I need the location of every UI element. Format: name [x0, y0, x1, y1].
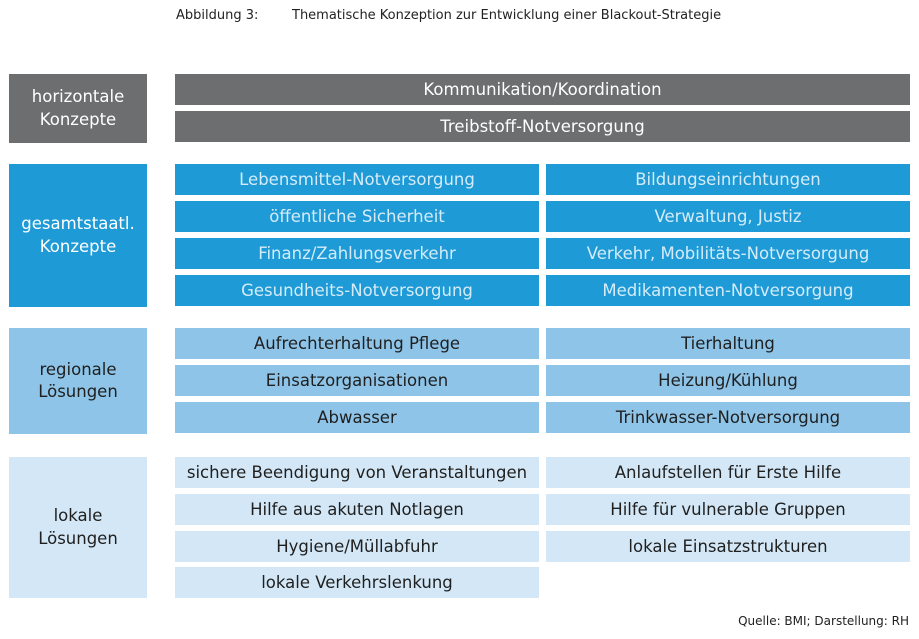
group-label-gesamtstaatlich: gesamtstaatl. Konzepte — [9, 164, 147, 307]
lokal-item: Anlaufstellen für Erste Hilfe — [546, 457, 910, 488]
regional-item: Aufrechterhaltung Pflege — [175, 328, 539, 359]
horizontal-item: Kommunikation/Koordination — [175, 74, 910, 105]
regional-item: Tierhaltung — [546, 328, 910, 359]
lokal-item: lokale Verkehrslenkung — [175, 567, 539, 598]
group-label-regional: regionale Lösungen — [9, 328, 147, 434]
figure-caption — [176, 8, 721, 23]
gesamtstaatlich-item: Lebensmittel-Notversorgung — [175, 164, 539, 195]
lokal-item: sichere Beendigung von Veranstaltungen — [175, 457, 539, 488]
regional-item: Abwasser — [175, 402, 539, 433]
gesamtstaatlich-item: Bildungseinrichtungen — [546, 164, 910, 195]
figure-number: Abbildung 3: — [176, 8, 259, 23]
gesamtstaatlich-item: Verkehr, Mobilitäts-Notversorgung — [546, 238, 910, 269]
gesamtstaatlich-item: öffentliche Sicherheit — [175, 201, 539, 232]
group-label-lokal: lokale Lösungen — [9, 457, 147, 598]
regional-item: Heizung/Kühlung — [546, 365, 910, 396]
horizontal-item: Treibstoff-Notversorgung — [175, 111, 910, 142]
source-note: Quelle: BMI; Darstellung: RH — [738, 614, 909, 628]
lokal-item: Hilfe aus akuten Notlagen — [175, 494, 539, 525]
lokal-item: Hilfe für vulnerable Gruppen — [546, 494, 910, 525]
figure-title: Thematische Konzeption zur Entwicklung einer Blackout-Strategie — [292, 8, 722, 23]
gesamtstaatlich-item: Verwaltung, Justiz — [546, 201, 910, 232]
gesamtstaatlich-item: Medikamenten-Notversorgung — [546, 275, 910, 306]
gesamtstaatlich-item: Gesundheits-Notversorgung — [175, 275, 539, 306]
regional-item: Trinkwasser-Notversorgung — [546, 402, 910, 433]
regional-item: Einsatzorganisationen — [175, 365, 539, 396]
gesamtstaatlich-item: Finanz/Zahlungsverkehr — [175, 238, 539, 269]
group-label-horizontal: horizontale Konzepte — [9, 74, 147, 143]
lokal-item: lokale Einsatzstrukturen — [546, 531, 910, 562]
lokal-item: Hygiene/Müllabfuhr — [175, 531, 539, 562]
